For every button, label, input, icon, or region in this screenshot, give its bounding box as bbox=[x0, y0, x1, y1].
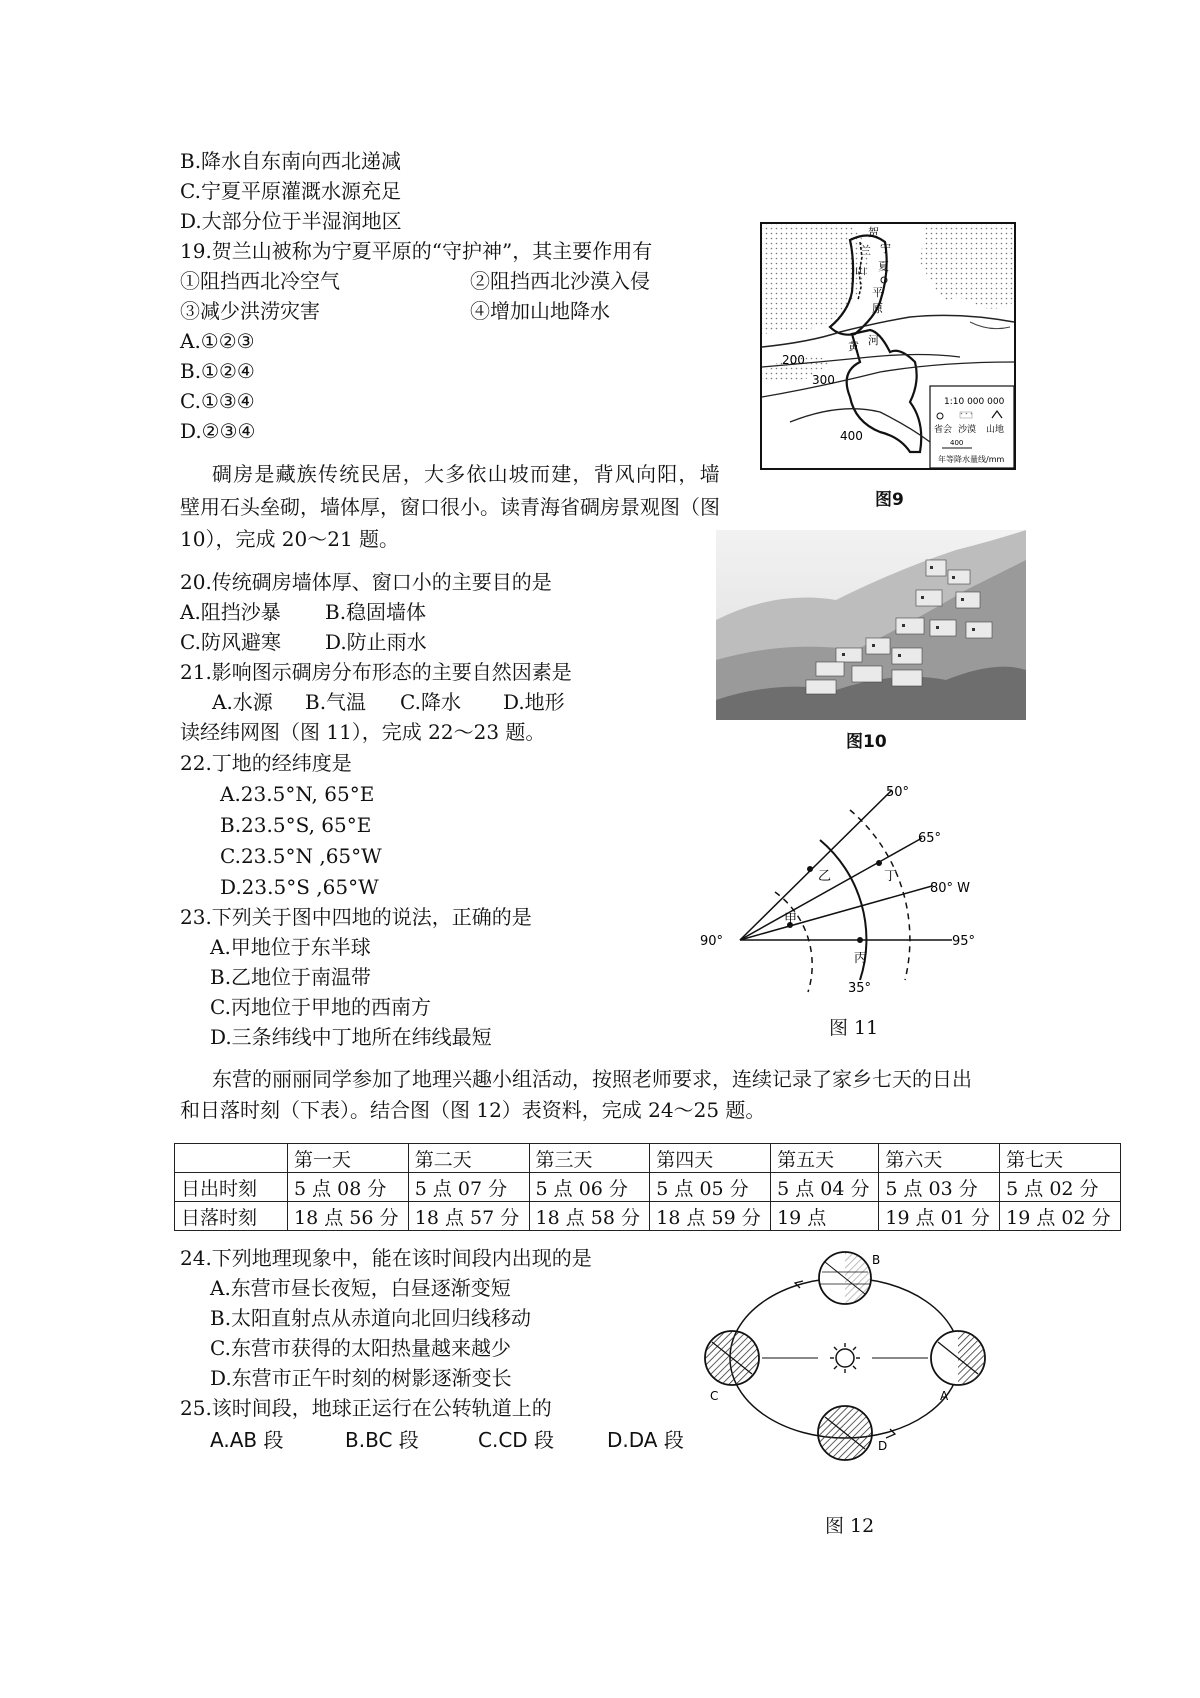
earth-b bbox=[819, 1252, 871, 1304]
q23-option-d: D.三条纬线中丁地所在纬线最短 bbox=[210, 1025, 492, 1049]
q24-option-a: A.东营市昼长夜短，白昼逐渐变短 bbox=[210, 1276, 511, 1300]
point-b-label: B bbox=[872, 1253, 881, 1267]
table-header-cell: 第四天 bbox=[650, 1144, 771, 1173]
table-cell: 19 点 02 分 bbox=[1000, 1202, 1121, 1231]
legend-desert: 沙漠 bbox=[958, 425, 977, 435]
label-jia: 甲 bbox=[784, 912, 798, 927]
q19-option-c: C.①③④ bbox=[180, 389, 255, 413]
label-95: 95° bbox=[952, 934, 976, 949]
table-cell: 5 点 06 分 bbox=[529, 1173, 650, 1202]
isoline-300: 300 bbox=[812, 373, 835, 387]
table-header-cell: 第一天 bbox=[288, 1144, 409, 1173]
table-header-cell: 第七天 bbox=[1000, 1144, 1121, 1173]
label-yi: 乙 bbox=[818, 869, 832, 884]
q25-stem: 25.该时间段，地球正运行在公转轨道上的 bbox=[180, 1396, 552, 1420]
q22-option-c: C.23.5°N ,65°W bbox=[220, 844, 382, 868]
fig9-scale: 1:10 000 000 bbox=[944, 397, 1005, 407]
q19-option-a: A.①②③ bbox=[180, 329, 255, 353]
q19-item-3: ③减少洪涝灾害 bbox=[180, 299, 320, 323]
q22-option-b: B.23.5°S, 65°E bbox=[220, 813, 372, 837]
point-a-label: A bbox=[940, 1389, 949, 1403]
figure-12-orbit bbox=[700, 1250, 990, 1465]
figure-11-caption: 图 11 bbox=[829, 1017, 879, 1039]
table-cell: 5 点 07 分 bbox=[408, 1173, 529, 1202]
table-cell: 5 点 02 分 bbox=[1000, 1173, 1121, 1202]
fig9-label-huang: 黄 bbox=[848, 340, 859, 353]
intro-24-25-line2: 和日落时刻（下表）。结合图（图 12）表资料，完成 24～25 题。 bbox=[180, 1098, 766, 1122]
legend-isoline: 年等降水量线/mm bbox=[938, 455, 1005, 464]
q24-option-b: B.太阳直射点从赤道向北回归线移动 bbox=[210, 1306, 532, 1330]
fig9-label-ping: 平 bbox=[872, 286, 883, 299]
meridian-50 bbox=[740, 790, 892, 940]
table-header-cell: 第五天 bbox=[771, 1144, 879, 1173]
q20-stem: 20.传统碉房墙体厚、窗口小的主要目的是 bbox=[180, 570, 552, 594]
q19-item-1: ①阻挡西北冷空气 bbox=[180, 269, 340, 293]
q21-option-d: D.地形 bbox=[503, 690, 565, 714]
fig9-label-he: 贺 bbox=[868, 226, 879, 239]
label-35: 35° bbox=[848, 981, 872, 995]
table-cell: 18 点 57 分 bbox=[408, 1202, 529, 1231]
label-80w: 80° W bbox=[930, 881, 971, 896]
q20-option-d: D.防止雨水 bbox=[325, 630, 427, 654]
figure-10-caption: 图10 bbox=[846, 732, 887, 752]
table-header-cell bbox=[175, 1144, 288, 1173]
figure-9-map bbox=[760, 222, 1016, 470]
figure-9-caption: 图9 bbox=[875, 490, 904, 510]
intro-22-23: 读经纬网图（图 11），完成 22～23 题。 bbox=[180, 720, 546, 744]
q18-option-c: C.宁夏平原灌溉水源充足 bbox=[180, 179, 401, 203]
table-cell: 18 点 56 分 bbox=[288, 1202, 409, 1231]
point-c-label: C bbox=[710, 1389, 719, 1403]
table-cell: 5 点 03 分 bbox=[879, 1173, 1000, 1202]
isoline-400: 400 bbox=[840, 429, 863, 443]
q20-option-a: A.阻挡沙暴 bbox=[180, 600, 281, 624]
table-cell: 18 点 58 分 bbox=[529, 1202, 650, 1231]
earth-c bbox=[705, 1331, 759, 1385]
label-65: 65° bbox=[918, 831, 942, 846]
q23-stem: 23.下列关于图中四地的说法，正确的是 bbox=[180, 905, 532, 929]
q23-option-b: B.乙地位于南温带 bbox=[210, 965, 372, 989]
table-cell: 日出时刻 bbox=[175, 1173, 288, 1202]
q21-option-c: C.降水 bbox=[400, 690, 461, 714]
q22-option-a: A.23.5°N, 65°E bbox=[220, 782, 375, 806]
fig9-label-ning: 宁 bbox=[880, 242, 891, 255]
isoline-200: 200 bbox=[782, 353, 805, 367]
table-cell: 19 点 bbox=[771, 1202, 879, 1231]
q23-option-a: A.甲地位于东半球 bbox=[210, 935, 371, 959]
q19-item-2: ②阻挡西北沙漠入侵 bbox=[470, 269, 650, 293]
q22-stem: 22.丁地的经纬度是 bbox=[180, 751, 352, 775]
q19-stem: 19.贺兰山被称为宁夏平原的“守护神”，其主要作用有 bbox=[180, 239, 653, 263]
fig9-label-lan: 兰 bbox=[860, 244, 871, 257]
q19-item-4: ④增加山地降水 bbox=[470, 299, 610, 323]
table-row bbox=[175, 1173, 1121, 1202]
point-d-label: D bbox=[878, 1439, 888, 1453]
table-header-cell: 第六天 bbox=[879, 1144, 1000, 1173]
q20-option-b: B.稳固墙体 bbox=[325, 600, 427, 624]
legend-mountain: 山地 bbox=[986, 425, 1005, 435]
q25-option-d: D.DA 段 bbox=[607, 1428, 684, 1452]
figure-10-photo bbox=[716, 530, 1026, 720]
q24-option-c: C.东营市获得的太阳热量越来越少 bbox=[210, 1336, 511, 1360]
earth-a bbox=[931, 1331, 985, 1385]
table-cell: 18 点 59 分 bbox=[650, 1202, 771, 1231]
fig9-label-xia: 夏 bbox=[878, 260, 889, 273]
legend-capital: 省会 bbox=[934, 425, 953, 435]
q19-option-b: B.①②④ bbox=[180, 359, 255, 383]
q23-option-c: C.丙地位于甲地的西南方 bbox=[210, 995, 431, 1019]
table-cell: 5 点 08 分 bbox=[288, 1173, 409, 1202]
table-cell: 19 点 01 分 bbox=[879, 1202, 1000, 1231]
table-cell: 5 点 05 分 bbox=[650, 1173, 771, 1202]
fig9-label-he2: 河 bbox=[868, 334, 879, 347]
label-ding: 丁 bbox=[884, 869, 898, 884]
q24-stem: 24.下列地理现象中，能在该时间段内出现的是 bbox=[180, 1246, 592, 1270]
fig9-label-yuan: 原 bbox=[872, 302, 883, 315]
label-90: 90° bbox=[700, 934, 724, 949]
q22-option-d: D.23.5°S ,65°W bbox=[220, 875, 379, 899]
q25-option-a: A.AB 段 bbox=[210, 1428, 284, 1452]
meridian-65 bbox=[740, 838, 922, 940]
q21-option-a: A.水源 bbox=[212, 690, 273, 714]
sun-icon bbox=[830, 1343, 860, 1373]
intro-20-21-line2: 壁用石头垒砌，墙体厚，窗口很小。读青海省碉房景观图（图 bbox=[180, 495, 720, 519]
table-header-cell: 第二天 bbox=[408, 1144, 529, 1173]
q18-option-b: B.降水自东南向西北递减 bbox=[180, 149, 402, 173]
table-header-row bbox=[175, 1144, 1121, 1173]
fig9-label-shan: 山 bbox=[855, 264, 866, 277]
table-cell: 5 点 04 分 bbox=[771, 1173, 879, 1202]
legend-line-value: 400 bbox=[950, 439, 964, 447]
table-row bbox=[175, 1202, 1121, 1231]
figure-12-caption: 图 12 bbox=[825, 1515, 875, 1537]
table-header-cell: 第三天 bbox=[529, 1144, 650, 1173]
figure-11-graticule bbox=[700, 780, 1000, 995]
intro-20-21-line3: 10），完成 20～21 题。 bbox=[180, 527, 400, 551]
q25-option-c: C.CD 段 bbox=[478, 1428, 555, 1452]
label-50: 50° bbox=[886, 785, 910, 800]
sunrise-sunset-table bbox=[174, 1143, 1121, 1231]
q20-option-c: C.防风避寒 bbox=[180, 630, 281, 654]
table-cell: 日落时刻 bbox=[175, 1202, 288, 1231]
label-bing: 丙 bbox=[854, 951, 868, 966]
q19-option-d: D.②③④ bbox=[180, 419, 256, 443]
q18-option-d: D.大部分位于半湿润地区 bbox=[180, 209, 402, 233]
q21-stem: 21.影响图示碉房分布形态的主要自然因素是 bbox=[180, 660, 572, 684]
intro-20-21-line1: 碉房是藏族传统民居，大多依山坡而建，背风向阳，墙 bbox=[212, 462, 721, 486]
q25-option-b: B.BC 段 bbox=[345, 1428, 419, 1452]
q21-option-b: B.气温 bbox=[305, 690, 367, 714]
intro-24-25-line1: 东营的丽丽同学参加了地理兴趣小组活动，按照老师要求，连续记录了家乡七天的日出 bbox=[212, 1067, 972, 1091]
earth-d bbox=[818, 1406, 872, 1460]
q24-option-d: D.东营市正午时刻的树影逐渐变长 bbox=[210, 1366, 512, 1390]
parallel-inner bbox=[775, 892, 812, 992]
